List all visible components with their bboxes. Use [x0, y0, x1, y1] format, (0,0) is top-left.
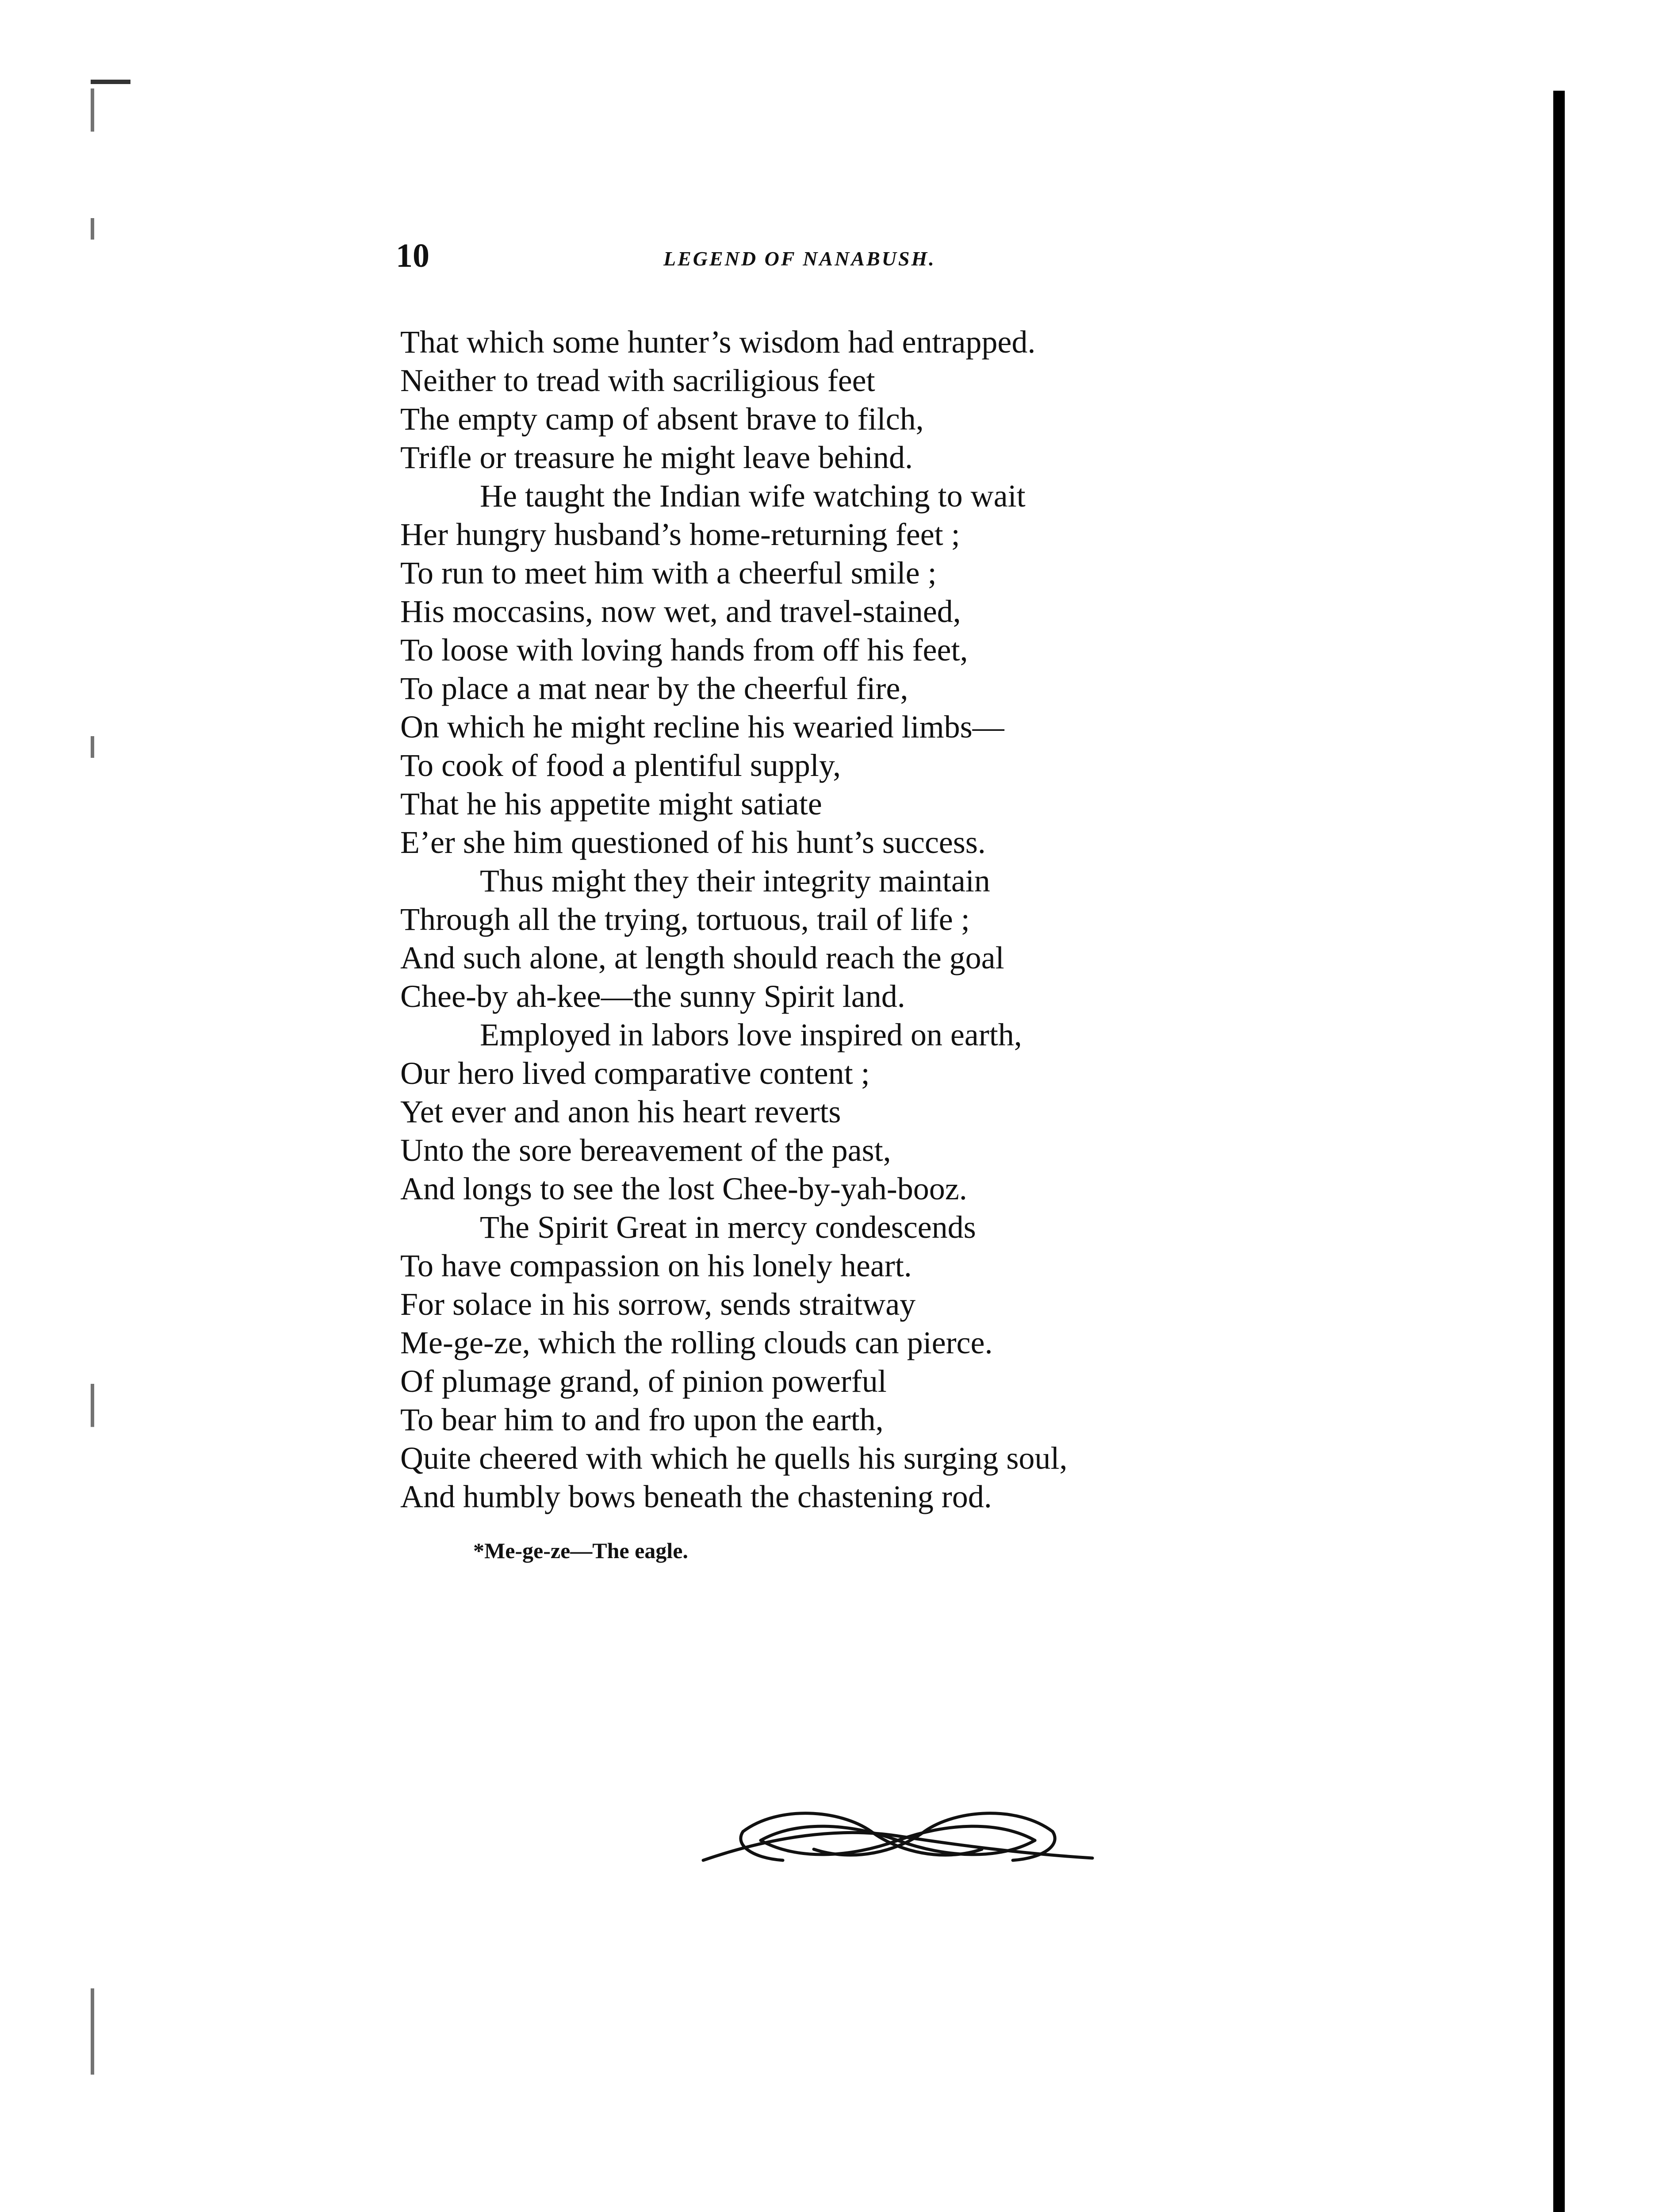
poem-line: Employed in labors love inspired on earth, [480, 1017, 1022, 1052]
poem-line: His moccasins, now wet, and travel-stained, [400, 594, 961, 629]
page-number: 10 [396, 237, 429, 274]
poem-line: Me-ge-ze, which the rolling clouds can pierce. [400, 1325, 993, 1360]
poem-line: Unto the sore bereavement of the past, [400, 1133, 891, 1168]
poem-line: Yet ever and anon his heart reverts [400, 1094, 841, 1129]
poem-line: The empty camp of absent brave to filch, [400, 401, 924, 437]
poem-line: To place a mat near by the cheerful fire, [400, 671, 908, 706]
poem-line: To loose with loving hands from off his feet, [400, 632, 968, 668]
running-title: LEGEND OF NANABUSH. [663, 247, 936, 270]
poem-line: To run to meet him with a cheerful smile ; [400, 555, 937, 591]
poem-line: Our hero lived comparative content ; [400, 1056, 870, 1091]
poem-line: Of plumage grand, of pinion powerful [400, 1363, 887, 1399]
poem-line: On which he might recline his wearied limbs— [400, 709, 1004, 745]
poem-line: And longs to see the lost Chee-by-yah-booz. [400, 1171, 967, 1206]
poem-line: And humbly bows beneath the chastening rod. [400, 1479, 992, 1514]
poem-line: Through all the trying, tortuous, trail of life ; [400, 902, 970, 937]
poem-line: Quite cheered with which he quells his surging soul, [400, 1440, 1068, 1476]
poem-line: To bear him to and fro upon the earth, [400, 1402, 884, 1437]
poem-line: The Spirit Great in mercy condescends [480, 1210, 976, 1245]
poem-line: He taught the Indian wife watching to wait [480, 478, 1026, 514]
scan-edge-top [91, 80, 130, 84]
flourish-ornament-icon [694, 1787, 1101, 1885]
poem-line: Chee-by ah-kee—the sunny Spirit land. [400, 979, 905, 1014]
footnote: *Me-ge-ze—The eagle. [473, 1538, 688, 1563]
poem-line: And such alone, at length should reach the goal [400, 940, 1004, 975]
poem-body [400, 323, 1532, 1516]
poem-line: Thus might they their integrity maintain [480, 863, 990, 899]
poem-line: That he his appetite might satiate [400, 786, 822, 822]
poem-line: Trifle or treasure he might leave behind. [400, 440, 913, 475]
scan-edge-right [1553, 91, 1565, 2212]
poem-line: That which some hunter’s wisdom had entrapped. [400, 324, 1036, 360]
poem-line: Neither to tread with sacriligious feet [400, 363, 875, 398]
poem-line: Her hungry husband’s home-returning feet ; [400, 517, 960, 552]
poem-line: To cook of food a plentiful supply, [400, 748, 841, 783]
scan-edge-left [91, 88, 94, 2212]
poem-line: For solace in his sorrow, sends straitway [400, 1286, 916, 1322]
poem-line: To have compassion on his lonely heart. [400, 1248, 912, 1283]
poem-line: E’er she him questioned of his hunt’s success. [400, 825, 986, 860]
